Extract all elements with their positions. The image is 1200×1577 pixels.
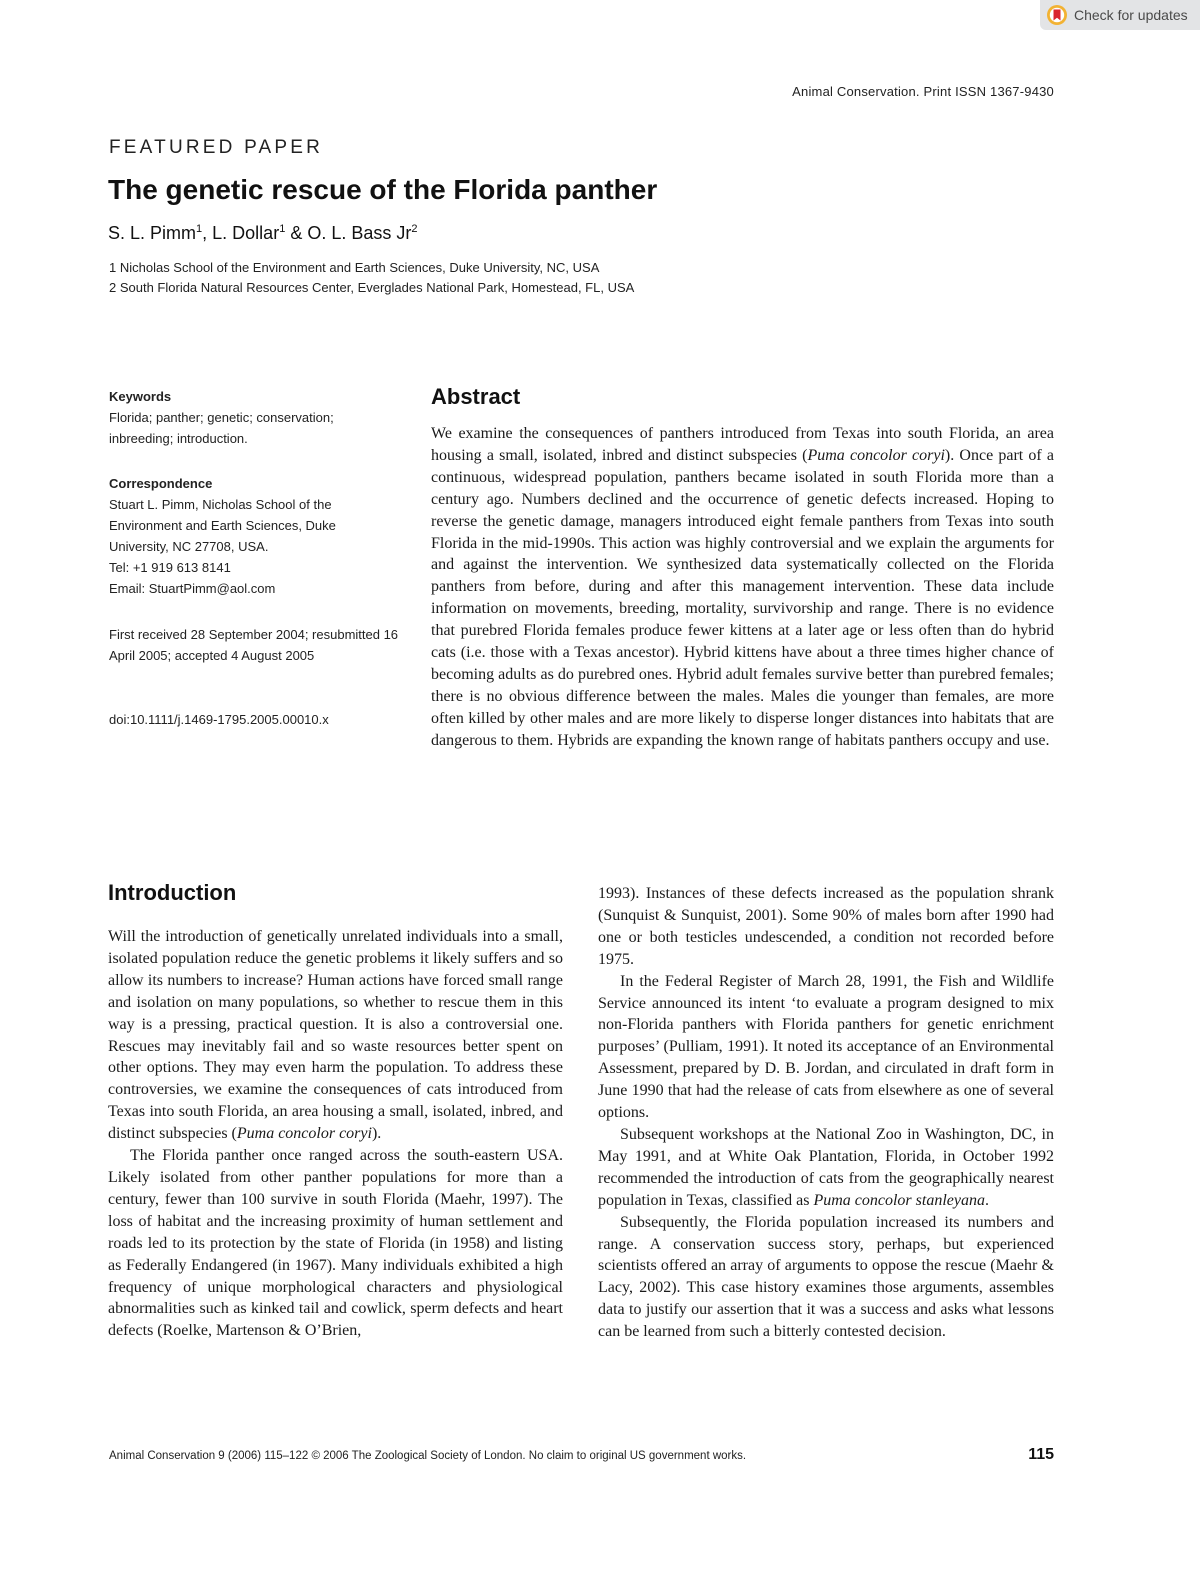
author-list: S. L. Pimm$^1$, L. Dollar$^1$ & O. L. Bass Jr$^2$ [108, 223, 418, 243]
paper-title: The genetic rescue of the Florida panther [108, 174, 658, 205]
keywords-text: Florida; panther; genetic; conservation; inbreeding; introduction. [109, 410, 334, 446]
footer-citation: Animal Conservation 9 (2006) 115–122 © 2006 The Zoological Society of London. No claim to original US government works. [109, 1450, 747, 1462]
paragraph: In the Federal Register of March 28, 1991, the Fish and Wildlife Service announced its intent ‘to evaluate a program designed to mix non-Florida panthers with Florida panthers for genetic enrichment purposes’ (Pulliam, 1991). It noted its acceptance of an Environmental Assessment, prepared by D. B. Jordan, and circulated in draft form in June 1990 that had the release of cats from elsewhere as one of several options. [598, 972, 1054, 1122]
keywords-heading: Keywords [109, 389, 172, 404]
correspondence-block [109, 473, 399, 599]
species-name: Puma concolor coryi [807, 446, 945, 464]
section-label: FEATURED PAPER [109, 137, 324, 158]
author-name: L. Dollar [212, 223, 280, 243]
author-affiliation-mark: 1 [279, 223, 286, 235]
paragraph: Subsequent workshops at the National Zoo in Washington, DC, in May 1991, and at White Oak Plantation, Florida, in October 1992 recommended the introduction of cats from the geographically nearest population in Texas, classified as Puma concolor stanleyana. [598, 1125, 1054, 1209]
page-number: 115 [1028, 1446, 1054, 1463]
check-for-updates-button[interactable] [1040, 0, 1200, 30]
author-name: O. L. Bass Jr [307, 223, 412, 243]
author-name: S. L. Pimm [108, 223, 197, 243]
paragraph: Will the introduction of genetically unrelated individuals into a small, isolated population reduce the genetic problems it likely suffers and so allow its numbers to increase? Human actions have forced small range and isolation on many populations, so whether to rescue them in this way is a pressing, practical question. It is also a controversial one. Rescues may inevitably fail and so waste resources better spent on other options. They may even harm the population. To address these controversies, we examine the consequences of cats introduced from Texas into south Florida, an area housing a small, isolated, inbred, and distinct subspecies (Puma concolor coryi). [108, 928, 563, 1143]
affiliation-2: 2 South Florida Natural Resources Center, Everglades National Park, Homestead, FL, USA [109, 280, 635, 295]
paragraph: 1993). Instances of these defects increased as the population shrank (Sunquist & Sunquist, 2001). Some 90% of males born after 1990 had one or both testicles undescended, a condition not recorded before 1975. [598, 885, 1054, 968]
received-dates: First received 28 September 2004; resubmitted 16 April 2005; accepted 4 August 2005 [109, 627, 399, 663]
keywords-block [109, 386, 399, 449]
correspondence-email[interactable]: Email: StuartPimm@aol.com [109, 581, 276, 596]
introduction-heading: Introduction [108, 880, 237, 905]
doi-link[interactable]: doi:10.1111/j.1469-1795.2005.00010.x [109, 712, 329, 727]
affiliation-1: 1 Nicholas School of the Environment and Earth Sciences, Duke University, NC, USA [109, 260, 600, 275]
correspondence-heading: Correspondence [109, 476, 213, 491]
abstract-heading: Abstract [431, 384, 521, 409]
species-name: Puma concolor coryi [236, 1125, 372, 1143]
check-for-updates-label: Check for updates [1074, 7, 1188, 23]
crossmark-icon [1046, 4, 1068, 26]
body-column-left [108, 926, 563, 1342]
author-affiliation-mark: 2 [411, 223, 418, 235]
abstract-text: We examine the consequences of panthers introduced from Texas into south Florida, an area housing a small, isolated, inbred and distinct subspecies (Puma concolor coryi). Once part of a continuous, widespread population, panthers became isolated in south Florida more than a century ago. Numbers declined and the occurrence of genetic defects increased. Hoping to reverse the genetic damage, managers introduced eight female panthers from Texas into south Florida in the mid-1990s. This action was highly controversial and we explain the arguments for and against the intervention. We synthesized data systematically collected on the Florida panthers from before, during and after this management intervention. These data include information on movements, breeding, mortality, survivorship and range. There is no evidence that purebred Florida females produce fewer kittens at a later age or less often than do hybrid cats (i.e. those with a Texas ancestor). Hybrid kittens have about a three times higher chance of becoming adults as do purebred ones. Hybrid adult females survive better than purebred females; there is no obvious difference between the males. Males die younger than females, are more often killed by other males and are more likely to disperse longer distances into habitats that are dangerous to them. Hybrids are expanding the known range of habitats panthers occupy and use. [431, 425, 1055, 749]
correspondence-tel: Tel: +1 919 613 8141 [109, 560, 231, 575]
paragraph: Subsequently, the Florida population increased its numbers and range. A conservation success story, perhaps, but experienced scientists offered an array of arguments to oppose the rescue (Maehr & Lacy, 2002). This case history examines those arguments, assembles data to justify our assertion that it was a success and asks what lessons can be learned from such a bitterly contested decision. [598, 1213, 1054, 1341]
journal-issn-line: Animal Conservation. Print ISSN 1367-9430 [792, 84, 1054, 99]
body-column-right [598, 883, 1054, 1343]
correspondence-address: Stuart L. Pimm, Nicholas School of the Environment and Earth Sciences, Duke University, NC 27708, USA. [109, 497, 336, 554]
species-name: Puma concolor stanleyana [813, 1191, 985, 1209]
author-affiliation-mark: 1 [196, 223, 203, 235]
paragraph: The Florida panther once ranged across the south-eastern USA. Likely isolated from other panther populations for more than a century, fewer than 100 survive in south Florida (Maehr, 1997). The loss of habitat and the increasing proximity of human settlement and roads led to its protection by the state of Florida (in 1958) and listing as Federally Endangered (in 1967). Many individuals exhibited a high frequency of unique morphological characters and physiological abnormalities such as kinked tail and cowlick, sperm defects and heart defects (Roelke, Martenson & O’Brien, [108, 1147, 563, 1340]
